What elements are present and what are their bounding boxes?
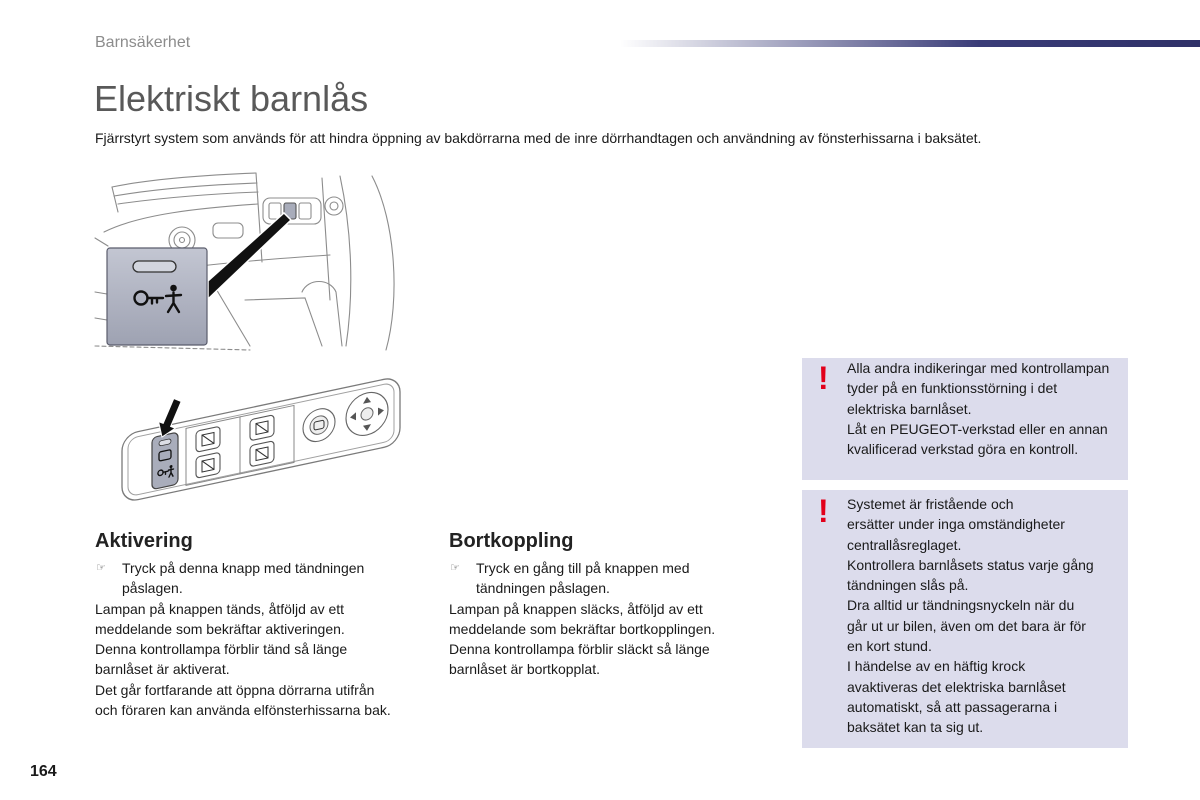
air-vent-line <box>118 192 258 204</box>
activation-paragraph: Denna kontrollampa förblir tänd så länge barnlåset är aktiverat. <box>95 641 348 678</box>
dashboard-illustration <box>90 168 410 358</box>
deactivation-heading: Bortkoppling <box>449 530 574 552</box>
activation-section <box>95 558 435 720</box>
activation-step <box>95 558 435 599</box>
window-switch <box>196 452 220 478</box>
warning-paragraph: Låt en PEUGEOT-verkstad eller en annan kvalificerad verkstad göra en kontroll. <box>847 420 1108 458</box>
intro-text: Fjärrstyrt system som används för att hindra öppning av bakdörrarna med de inre dörrhandtagen och användning av fönsterhissarna i baksätet. <box>95 130 982 146</box>
warning-paragraph: Systemet är fristående och ersätter under inga omständigheter centrallåsreglaget. <box>847 496 1065 553</box>
exclamation-icon: ! <box>818 493 829 529</box>
side-knob-center <box>330 202 338 210</box>
side-knob <box>325 197 343 215</box>
child-lock-callout <box>107 248 207 345</box>
warning-paragraph: Kontrollera barnlåsets status varje gång tändningen slås på. <box>847 556 1094 594</box>
air-vent-edge <box>112 187 118 212</box>
deactivation-step-text: Tryck en gång till på knappen med tändningen påslagen. <box>476 560 690 597</box>
deactivation-paragraph: Lampan på knappen släcks, åtföljd av ett meddelande som bekräftar bortkopplingen. <box>449 600 716 637</box>
header-accent-bar <box>620 40 1200 47</box>
door-switch-panel <box>122 376 400 503</box>
deactivation-step <box>449 558 779 599</box>
warning-box <box>802 490 1128 748</box>
child-lock-button <box>152 432 178 490</box>
indicator-slot <box>133 261 176 272</box>
activation-paragraph: Lampan på knappen tänds, åtföljd av ett meddelande som bekräftar aktiveringen. <box>95 600 345 637</box>
activation-step-text: Tryck på denna knapp med tändningen påslagen. <box>122 560 365 597</box>
exclamation-icon: ! <box>818 360 829 396</box>
window-switch <box>196 426 220 452</box>
console-edge <box>212 282 250 346</box>
activation-paragraph: Det går fortfarande att öppna dörrarna utifrån och föraren kan använda elfönsterhissarna bak. <box>95 681 391 719</box>
pointing-hand-icon: ☞ <box>96 561 106 574</box>
deactivation-section <box>449 558 779 680</box>
door-switch-panel-illustration <box>115 362 405 512</box>
control-knob-center <box>180 238 185 243</box>
warning-box <box>802 358 1128 480</box>
warning-paragraph: Alla andra indikeringar med kontrollampan tyder på en funktionsstörning i det elektriska barnlåset. <box>847 360 1110 417</box>
dashboard-edge <box>95 238 108 246</box>
console-edge <box>245 298 322 346</box>
dashboard-edge <box>104 204 258 232</box>
warning-paragraph: I händelse av en häftig krock avaktiveras det elektriska barnlåset automatiskt, så att passagerarna i baksätet kan ta sig ut. <box>847 658 1066 736</box>
floor-line <box>95 346 250 350</box>
child-head <box>170 285 177 292</box>
deactivation-paragraph: Denna kontrollampa förblir släckt så länge barnlåset är bortkopplat. <box>449 641 710 678</box>
window-switch <box>250 415 274 441</box>
cluster-button <box>299 203 311 219</box>
console-switch <box>213 223 243 238</box>
console-edge <box>200 255 330 266</box>
warning-text <box>847 358 1109 459</box>
warning-text <box>847 494 1094 738</box>
page-number: 164 <box>30 763 57 780</box>
page-title: Elektriskt barnlås <box>94 78 369 119</box>
air-vent-line <box>114 183 257 196</box>
gear-lever-outline <box>302 282 342 347</box>
steering-wheel-line <box>372 176 394 350</box>
warning-paragraph: Dra alltid ur tändningsnyckeln när du går ut ur bilen, även om det bara är för en kort stund. <box>847 597 1086 655</box>
control-knob-ring <box>174 232 190 248</box>
callout-leader <box>208 213 291 299</box>
section-label: Barnsäkerhet <box>95 34 191 51</box>
air-vent-line <box>112 173 256 187</box>
activation-heading: Aktivering <box>95 530 193 552</box>
pointing-hand-icon: ☞ <box>450 561 460 574</box>
window-switch <box>250 441 274 467</box>
dashboard-edge <box>95 292 107 294</box>
dashboard-edge <box>95 318 107 320</box>
